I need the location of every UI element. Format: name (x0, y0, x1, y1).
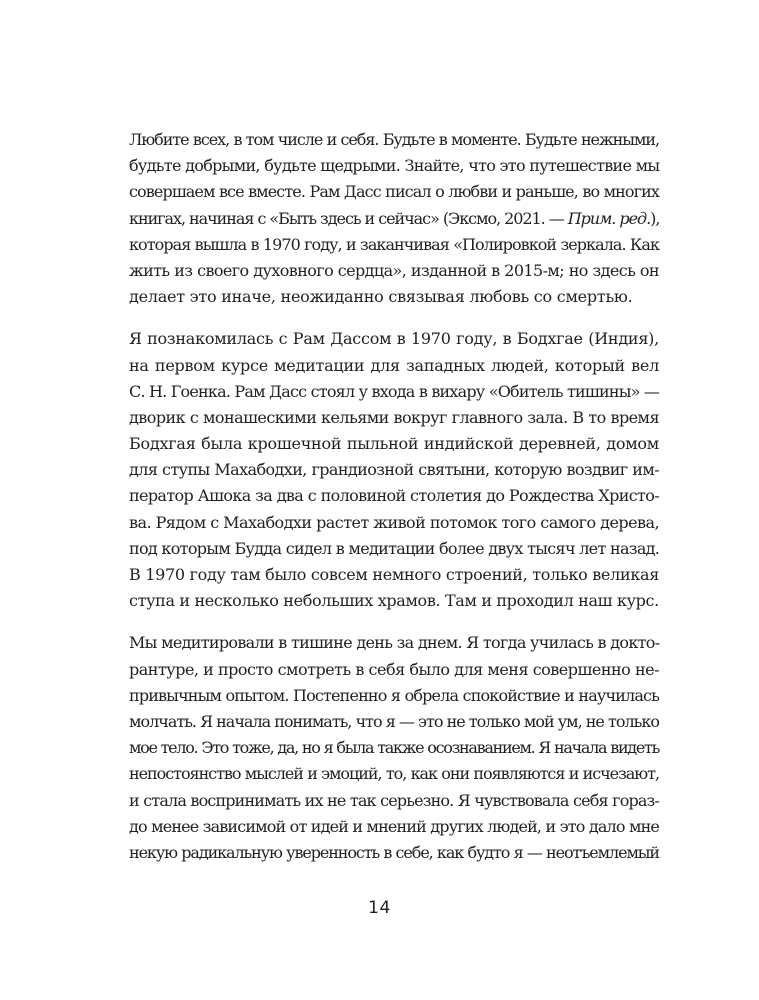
text-line: под которым Будда сидел в медитации более двух тысяч лет назад. (129, 538, 660, 558)
text-line: В 1970 году там было совсем немного строений, только великая (129, 565, 660, 584)
text-line: будьте добрыми, будьте щедрыми. Знайте, что это путешествие мы (129, 156, 660, 176)
text-line: на первом курсе медитации для западных людей, который вел (129, 355, 659, 375)
text-line: Бодхгая была крошечной пыльной индийской деревней, домом (129, 434, 659, 454)
text-line-with-editor-note (129, 206, 659, 232)
text-line: Я познакомилась с Рам Дассом в 1970 году, в Бодхгае (Индия), (129, 329, 659, 349)
text-line: Мы медитировали в тишине день за днем. Я тогда училась в докто- (129, 633, 660, 653)
text-line: молчать. Я начала понимать, что я — это не только мой ум, не только (129, 711, 659, 731)
text-line: до менее зависимой от идей и мнений других людей, и это дало мне (129, 816, 659, 836)
text-line: ступа и несколько небольших храмов. Там и проходил наш курс. (129, 591, 659, 611)
text-line: для ступы Махабодхи, грандиозной святыни, которую воздвиг им- (129, 460, 659, 480)
paragraph-2 (129, 326, 659, 614)
text-line: С. Н. Гоенка. Рам Дасс стоял у входа в вихару «Обитель тишины» — (129, 381, 660, 401)
body-text (129, 127, 659, 882)
text-line: привычным опытом. Постепенно я обрела спокойствие и научилась (129, 685, 659, 705)
text-line: Любите всех, в том числе и себя. Будьте в моменте. Будьте нежными, (129, 130, 659, 149)
text-line: и стала воспринимать их не так серьезно. Я чувствовала себя гораз- (129, 790, 659, 810)
text-fragment: ), (650, 208, 660, 228)
text-line: которая вышла в 1970 году, и заканчивая «Полировкой зеркала. Как (129, 234, 659, 254)
paragraph-3 (129, 630, 659, 866)
text-line: ператор Ашока за два с половиной столетия до Рождества Христо- (129, 486, 659, 506)
text-fragment: книгах, начиная с «Быть здесь и сейчас» (Эксмо, 2021. — (129, 208, 568, 228)
text-line: делает это иначе, неожиданно связывая любовь со смертью. (129, 287, 633, 307)
text-line: рантуре, и просто смотреть в себя было для меня совершенно не- (129, 659, 659, 679)
text-line: дворик с монашескими кельями вокруг главного зала. В то время (129, 407, 659, 427)
text-line: совершаем все вместе. Рам Дасс писал о любви и раньше, во многих (129, 182, 659, 202)
text-line: ва. Рядом с Махабодхи растет живой потомок того самого дерева, (129, 512, 659, 532)
page-number: 14 (368, 898, 391, 918)
text-line: некую радикальную уверенность в себе, как будто я — неотъемлемый (129, 842, 659, 862)
editor-note: Прим. ред. (567, 208, 651, 228)
text-line: мое тело. Это тоже, да, но я была также осознаванием. Я начала видеть (129, 738, 659, 758)
paragraph-1 (129, 127, 659, 310)
text-line: непостоянство мыслей и эмоций, то, как они появляются и исчезают, (129, 764, 659, 784)
text-line: жить из своего духовного сердца», изданной в 2015-м; но здесь он (129, 260, 659, 280)
